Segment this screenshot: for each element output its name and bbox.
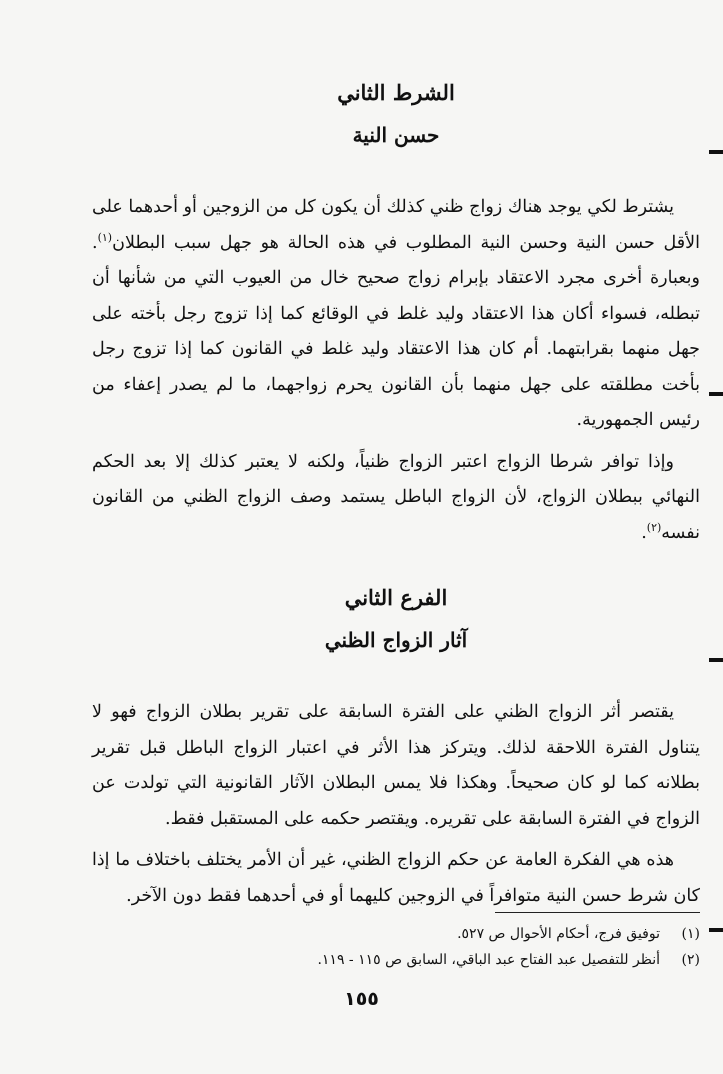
edge-mark bbox=[709, 658, 723, 662]
section2-subtitle: آثار الزواج الظني bbox=[324, 628, 468, 652]
footnote-text: توفيق فرج، أحكام الأحوال ص ٥٢٧. bbox=[457, 926, 660, 942]
page-body bbox=[92, 78, 700, 914]
section2-paragraph-1: يقتصر أثر الزواج الظني على الفترة السابقة على تقرير بطلان الزواج فهو لا يتناول الفترة اللاحقة لذلك. ويتركز هذا الأثر في اعتبار الزواج الباطل قبل تقرير بطلانه كما لو كان صحيحاً. وهكذا فلا يمس البطلان الآثار القانونية التي تولدت عن الزواج في الفترة السابقة على تقريره. ويقتصر حكمه على المستقبل فقط. bbox=[92, 702, 700, 829]
footnotes bbox=[92, 912, 700, 973]
section1-paragraph-1-cont: . وبعبارة أخرى مجرد الاعتقاد بإبرام زواج صحيح خال من العيوب التي من شأنها أن تبطله، فسواء أكان هذا الاعتقاد وليد غلط في الوقائع كما إذا تزوج رجل بأخته على جهل منهما بقرابتهما. أم كان هذا الاعتقاد وليد غلط في القانون كما إذا تزوج رجل بأخت مطلقته على جهل منهما بأن القانون يحرم زواجهما، ما لم يصدر إعفاء من رئيس الجمهورية. bbox=[92, 232, 700, 430]
section1-paragraph-1 bbox=[92, 190, 700, 439]
edge-mark bbox=[709, 392, 723, 396]
footnote-number: (٢) bbox=[681, 952, 700, 968]
section1-subtitle: حسن النية bbox=[352, 123, 440, 147]
section2-title: الفرع الثاني bbox=[344, 585, 448, 610]
footnote-number: (١) bbox=[681, 926, 700, 942]
page-number: ١٥٥ bbox=[344, 988, 379, 1010]
edge-mark bbox=[709, 150, 723, 154]
footnote-item bbox=[92, 921, 700, 947]
section1-paragraph-2-text: وإذا توافر شرطا الزواج اعتبر الزواج ظنياً، ولكنه لا يعتبر كذلك إلا بعد الحكم النهائي ببطلان الزواج، لأن الزواج الباطل يستمد وصف الزواج الظني من القانون نفسه bbox=[92, 451, 700, 543]
footnote-ref-2[interactable]: (٢) bbox=[646, 520, 662, 534]
footnote-divider bbox=[495, 912, 700, 913]
section1-paragraph-2 bbox=[92, 445, 700, 552]
edge-mark bbox=[709, 928, 723, 932]
section1-title: الشرط الثاني bbox=[337, 80, 455, 105]
section1-paragraph-2-end: . bbox=[641, 522, 647, 543]
section1-paragraph-1-text: يشترط لكي يوجد هناك زواج ظني كذلك أن يكون كل من الزوجين أو أحدهما على الأقل حسن النية وحسن النية المطلوب في هذه الحالة هو جهل سبب البطلان bbox=[92, 197, 700, 253]
section2-paragraph-2: هذه هي الفكرة العامة عن حكم الزواج الظني، غير أن الأمر يختلف باختلاف ما إذا كان شرط حسن النية متوافراً في الزوجين كليهما أو في أحدهما فقط دون الآخر. bbox=[92, 850, 700, 906]
footnote-text: أنظر للتفصيل عبد الفتاح عبد الباقي، السابق ص ١١٥ - ١١٩. bbox=[317, 952, 660, 968]
footnote-item bbox=[92, 947, 700, 973]
footnote-ref-1[interactable]: (١) bbox=[97, 230, 113, 244]
